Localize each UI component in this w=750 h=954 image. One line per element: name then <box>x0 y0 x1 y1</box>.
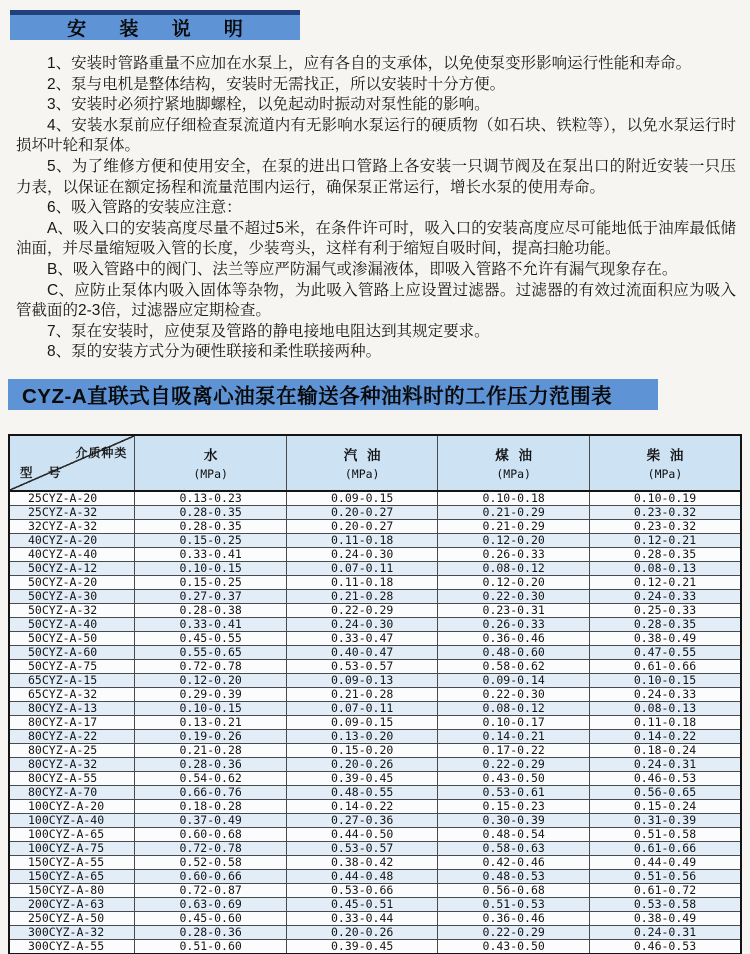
value-cell: 0.25-0.33 <box>589 603 741 617</box>
model-cell: 50CYZ-A-75 <box>9 659 135 673</box>
value-cell: 0.61-0.66 <box>589 659 741 673</box>
column-header <box>589 435 741 491</box>
media-type-label: 介质种类 <box>75 445 128 460</box>
model-cell: 300CYZ-A-55 <box>9 939 135 954</box>
model-cell: 40CYZ-A-20 <box>9 533 135 547</box>
value-cell: 0.24-0.30 <box>286 617 438 631</box>
model-cell: 150CYZ-A-55 <box>9 855 135 869</box>
value-cell: 0.48-0.55 <box>286 785 438 799</box>
value-cell: 0.26-0.33 <box>438 547 590 561</box>
column-header-unit: (MPa) <box>344 467 380 482</box>
value-cell: 0.44-0.49 <box>589 855 741 869</box>
value-cell: 0.23-0.32 <box>589 519 741 533</box>
value-cell: 0.36-0.46 <box>438 631 590 645</box>
column-header-unit: (MPa) <box>193 467 228 482</box>
value-cell: 0.45-0.60 <box>135 911 287 925</box>
value-cell: 0.28-0.38 <box>135 603 287 617</box>
table-row <box>9 687 741 701</box>
value-cell: 0.44-0.48 <box>286 869 438 883</box>
model-cell: 300CYZ-A-32 <box>9 925 135 939</box>
value-cell: 0.14-0.21 <box>438 729 590 743</box>
value-cell: 0.28-0.35 <box>589 547 741 561</box>
value-cell: 0.24-0.33 <box>589 589 741 603</box>
value-cell: 0.11-0.18 <box>286 575 438 589</box>
value-cell: 0.36-0.46 <box>438 911 590 925</box>
instruction-item: 2、泵与电机是整体结构，安装时无需找正，所以安装时十分方便。 <box>47 75 506 93</box>
table-row <box>9 673 741 687</box>
value-cell: 0.07-0.11 <box>286 701 438 715</box>
value-cell: 0.60-0.66 <box>135 869 287 883</box>
table-row <box>9 939 741 954</box>
value-cell: 0.20-0.27 <box>286 519 438 533</box>
value-cell: 0.18-0.24 <box>589 743 741 757</box>
value-cell: 0.63-0.69 <box>135 897 287 911</box>
model-cell: 50CYZ-A-60 <box>9 645 135 659</box>
instruction-item: 6、吸入管路的安装应注意： <box>47 199 242 217</box>
table-row <box>9 505 741 519</box>
model-cell: 80CYZ-A-55 <box>9 771 135 785</box>
value-cell: 0.51-0.60 <box>135 939 287 954</box>
value-cell: 0.24-0.33 <box>589 687 741 701</box>
value-cell: 0.43-0.50 <box>438 771 590 785</box>
value-cell: 0.53-0.66 <box>286 883 438 897</box>
value-cell: 0.21-0.29 <box>438 505 590 519</box>
value-cell: 0.61-0.66 <box>589 841 741 855</box>
table-row <box>9 589 741 603</box>
value-cell: 0.28-0.36 <box>135 757 287 771</box>
table-banner-title: CYZ-A直联式自吸离心油泵在输送各种油料时的工作压力范围表 <box>22 385 613 409</box>
value-cell: 0.48-0.60 <box>438 645 590 659</box>
value-cell: 0.08-0.13 <box>589 561 741 575</box>
value-cell: 0.48-0.54 <box>438 827 590 841</box>
instruction-item: B、吸入管路中的阀门、法兰等应严防漏气或渗漏液体，即吸入管路不允许有漏气现象存在。 <box>47 260 678 278</box>
table-row <box>9 631 741 645</box>
value-cell: 0.17-0.22 <box>438 743 590 757</box>
table-row <box>9 645 741 659</box>
pressure-table <box>8 434 742 954</box>
value-cell: 0.09-0.13 <box>286 673 438 687</box>
model-label: 型 号 <box>20 465 67 480</box>
table-row <box>9 897 741 911</box>
value-cell: 0.39-0.45 <box>286 939 438 954</box>
model-cell: 40CYZ-A-40 <box>9 547 135 561</box>
model-cell: 65CYZ-A-15 <box>9 673 135 687</box>
value-cell: 0.45-0.51 <box>286 897 438 911</box>
value-cell: 0.12-0.20 <box>135 673 287 687</box>
value-cell: 0.11-0.18 <box>589 715 741 729</box>
value-cell: 0.46-0.53 <box>589 939 741 954</box>
value-cell: 0.60-0.68 <box>135 827 287 841</box>
model-cell: 50CYZ-A-40 <box>9 617 135 631</box>
model-cell: 80CYZ-A-70 <box>9 785 135 799</box>
column-header-label: 煤 油 <box>495 448 536 464</box>
value-cell: 0.13-0.21 <box>135 715 287 729</box>
value-cell: 0.10-0.17 <box>438 715 590 729</box>
value-cell: 0.28-0.36 <box>135 925 287 939</box>
table-row <box>9 911 741 925</box>
model-cell: 250CYZ-A-50 <box>9 911 135 925</box>
column-header <box>438 435 590 491</box>
model-cell: 65CYZ-A-32 <box>9 687 135 701</box>
corner-cell <box>9 435 135 491</box>
model-cell: 80CYZ-A-22 <box>9 729 135 743</box>
model-cell: 25CYZ-A-20 <box>9 491 135 506</box>
value-cell: 0.12-0.20 <box>438 533 590 547</box>
value-cell: 0.09-0.15 <box>286 491 438 506</box>
table-row <box>9 491 741 506</box>
model-cell: 100CYZ-A-20 <box>9 799 135 813</box>
value-cell: 0.58-0.62 <box>438 659 590 673</box>
table-row <box>9 771 741 785</box>
table-row <box>9 547 741 561</box>
column-header-label: 柴 油 <box>646 448 687 464</box>
value-cell: 0.09-0.14 <box>438 673 590 687</box>
value-cell: 0.53-0.58 <box>589 897 741 911</box>
table-row <box>9 519 741 533</box>
model-cell: 50CYZ-A-50 <box>9 631 135 645</box>
model-cell: 50CYZ-A-12 <box>9 561 135 575</box>
value-cell: 0.45-0.55 <box>135 631 287 645</box>
value-cell: 0.38-0.49 <box>589 911 741 925</box>
table-row <box>9 617 741 631</box>
value-cell: 0.44-0.50 <box>286 827 438 841</box>
column-header-unit: (MPa) <box>496 467 531 482</box>
value-cell: 0.72-0.78 <box>135 659 287 673</box>
value-cell: 0.46-0.53 <box>589 771 741 785</box>
value-cell: 0.10-0.15 <box>135 561 287 575</box>
instruction-item: C、应防止泵体内吸入固体等杂物，为此吸入管路上应设置过滤器。过滤器的有效过流面积应为吸入管截面的2-3倍，过滤器应定期检查。 <box>16 281 736 320</box>
instruction-item: 7、泵在安装时，应使泵及管路的静电接地电阻达到其规定要求。 <box>47 322 490 340</box>
value-cell: 0.15-0.25 <box>135 533 287 547</box>
column-header-unit: (MPa) <box>647 467 683 482</box>
value-cell: 0.38-0.49 <box>589 631 741 645</box>
value-cell: 0.24-0.30 <box>286 547 438 561</box>
value-cell: 0.51-0.58 <box>589 827 741 841</box>
value-cell: 0.12-0.21 <box>589 533 741 547</box>
header-row <box>9 435 741 491</box>
value-cell: 0.27-0.36 <box>286 813 438 827</box>
value-cell: 0.24-0.31 <box>589 757 741 771</box>
model-cell: 80CYZ-A-13 <box>9 701 135 715</box>
value-cell: 0.26-0.33 <box>438 617 590 631</box>
value-cell: 0.43-0.50 <box>438 939 590 954</box>
value-cell: 0.42-0.46 <box>438 855 590 869</box>
model-cell: 100CYZ-A-65 <box>9 827 135 841</box>
value-cell: 0.10-0.18 <box>438 491 590 506</box>
model-cell: 100CYZ-A-40 <box>9 813 135 827</box>
pressure-table-body <box>9 491 741 954</box>
value-cell: 0.27-0.37 <box>135 589 287 603</box>
value-cell: 0.14-0.22 <box>286 799 438 813</box>
value-cell: 0.22-0.29 <box>286 603 438 617</box>
table-row <box>9 575 741 589</box>
table-row <box>9 729 741 743</box>
installation-instructions <box>16 54 736 363</box>
value-cell: 0.22-0.30 <box>438 589 590 603</box>
instruction-item: 3、安装时必须拧紧地脚螺栓，以免起动时振动对泵性能的影响。 <box>47 96 490 114</box>
value-cell: 0.12-0.20 <box>438 575 590 589</box>
value-cell: 0.28-0.35 <box>135 519 287 533</box>
table-row <box>9 869 741 883</box>
value-cell: 0.29-0.39 <box>135 687 287 701</box>
value-cell: 0.54-0.62 <box>135 771 287 785</box>
value-cell: 0.22-0.29 <box>438 925 590 939</box>
value-cell: 0.15-0.20 <box>286 743 438 757</box>
value-cell: 0.07-0.11 <box>286 561 438 575</box>
model-cell: 80CYZ-A-25 <box>9 743 135 757</box>
column-header-label: 汽 油 <box>343 448 384 464</box>
value-cell: 0.56-0.68 <box>438 883 590 897</box>
column-header-label: 水 <box>203 448 221 464</box>
column-header <box>286 435 438 491</box>
value-cell: 0.10-0.15 <box>589 673 741 687</box>
model-cell: 32CYZ-A-32 <box>9 519 135 533</box>
table-row <box>9 855 741 869</box>
instruction-item: 5、为了维修方便和使用安全，在泵的进出口管路上各安装一只调节阀及在泵出口的附近安装一只压力表，以保证在额定扬程和流量范围内运行，确保泵正常运行，增长水泵的使用寿命。 <box>16 157 736 196</box>
value-cell: 0.72-0.87 <box>135 883 287 897</box>
value-cell: 0.53-0.57 <box>286 841 438 855</box>
value-cell: 0.51-0.56 <box>589 869 741 883</box>
value-cell: 0.21-0.28 <box>286 687 438 701</box>
table-row <box>9 827 741 841</box>
value-cell: 0.53-0.61 <box>438 785 590 799</box>
model-cell: 80CYZ-A-17 <box>9 715 135 729</box>
table-row <box>9 785 741 799</box>
instruction-item: 4、安装水泵前应仔细检查泵流道内有无影响水泵运行的硬质物（如石块、铁粒等），以免水泵运行时损坏叶轮和泵体。 <box>16 116 736 155</box>
model-cell: 150CYZ-A-65 <box>9 869 135 883</box>
value-cell: 0.15-0.25 <box>135 575 287 589</box>
value-cell: 0.39-0.45 <box>286 771 438 785</box>
value-cell: 0.28-0.35 <box>135 505 287 519</box>
value-cell: 0.08-0.12 <box>438 701 590 715</box>
value-cell: 0.38-0.42 <box>286 855 438 869</box>
value-cell: 0.20-0.27 <box>286 505 438 519</box>
table-row <box>9 701 741 715</box>
value-cell: 0.58-0.63 <box>438 841 590 855</box>
value-cell: 0.22-0.29 <box>438 757 590 771</box>
value-cell: 0.24-0.31 <box>589 925 741 939</box>
value-cell: 0.40-0.47 <box>286 645 438 659</box>
value-cell: 0.33-0.41 <box>135 617 287 631</box>
instruction-item: 1、安装时管路重量不应加在水泵上，应有各自的支承体，以免使泵变形影响运行性能和寿命。 <box>47 55 692 72</box>
value-cell: 0.14-0.22 <box>589 729 741 743</box>
value-cell: 0.66-0.76 <box>135 785 287 799</box>
value-cell: 0.21-0.28 <box>135 743 287 757</box>
value-cell: 0.37-0.49 <box>135 813 287 827</box>
model-cell: 150CYZ-A-80 <box>9 883 135 897</box>
value-cell: 0.51-0.53 <box>438 897 590 911</box>
value-cell: 0.19-0.26 <box>135 729 287 743</box>
table-row <box>9 925 741 939</box>
value-cell: 0.53-0.57 <box>286 659 438 673</box>
value-cell: 0.10-0.15 <box>135 701 287 715</box>
table-row <box>9 561 741 575</box>
model-cell: 50CYZ-A-30 <box>9 589 135 603</box>
value-cell: 0.31-0.39 <box>589 813 741 827</box>
instruction-item: A、吸入口的安装高度尽量不超过5米，在条件许可时，吸入口的安装高度应尽可能地低于油库最低储油面，并尽量缩短吸入管的长度，少装弯头，这样有利于缩短自吸时间，提高扫舱功能。 <box>16 219 736 258</box>
value-cell: 0.56-0.65 <box>589 785 741 799</box>
table-row <box>9 841 741 855</box>
table-row <box>9 813 741 827</box>
model-cell: 100CYZ-A-75 <box>9 841 135 855</box>
pressure-table-header <box>9 435 741 491</box>
value-cell: 0.23-0.31 <box>438 603 590 617</box>
value-cell: 0.33-0.44 <box>286 911 438 925</box>
value-cell: 0.13-0.23 <box>135 491 287 506</box>
value-cell: 0.33-0.41 <box>135 547 287 561</box>
table-row <box>9 715 741 729</box>
section-title-bar <box>10 10 300 40</box>
value-cell: 0.48-0.53 <box>438 869 590 883</box>
table-row <box>9 743 741 757</box>
model-cell: 200CYZ-A-63 <box>9 897 135 911</box>
value-cell: 0.08-0.12 <box>438 561 590 575</box>
value-cell: 0.28-0.35 <box>589 617 741 631</box>
instruction-item: 8、泵的安装方式分为硬性联接和柔性联接两种。 <box>47 343 382 361</box>
value-cell: 0.11-0.18 <box>286 533 438 547</box>
value-cell: 0.20-0.26 <box>286 757 438 771</box>
value-cell: 0.52-0.58 <box>135 855 287 869</box>
value-cell: 0.22-0.30 <box>438 687 590 701</box>
value-cell: 0.10-0.19 <box>589 491 741 506</box>
model-cell: 80CYZ-A-32 <box>9 757 135 771</box>
value-cell: 0.18-0.28 <box>135 799 287 813</box>
column-header <box>135 435 287 491</box>
table-row <box>9 603 741 617</box>
model-cell: 50CYZ-A-32 <box>9 603 135 617</box>
table-row <box>9 757 741 771</box>
value-cell: 0.21-0.28 <box>286 589 438 603</box>
table-row <box>9 533 741 547</box>
value-cell: 0.33-0.47 <box>286 631 438 645</box>
model-cell: 50CYZ-A-20 <box>9 575 135 589</box>
value-cell: 0.15-0.24 <box>589 799 741 813</box>
value-cell: 0.55-0.65 <box>135 645 287 659</box>
value-cell: 0.15-0.23 <box>438 799 590 813</box>
section-title: 安 装 说 明 <box>67 19 257 40</box>
table-row <box>9 659 741 673</box>
value-cell: 0.23-0.32 <box>589 505 741 519</box>
value-cell: 0.09-0.15 <box>286 715 438 729</box>
value-cell: 0.08-0.13 <box>589 701 741 715</box>
value-cell: 0.13-0.20 <box>286 729 438 743</box>
table-banner <box>8 379 658 410</box>
value-cell: 0.21-0.29 <box>438 519 590 533</box>
value-cell: 0.12-0.21 <box>589 575 741 589</box>
value-cell: 0.30-0.39 <box>438 813 590 827</box>
value-cell: 0.61-0.72 <box>589 883 741 897</box>
model-cell: 25CYZ-A-32 <box>9 505 135 519</box>
value-cell: 0.47-0.55 <box>589 645 741 659</box>
table-row <box>9 883 741 897</box>
value-cell: 0.20-0.26 <box>286 925 438 939</box>
value-cell: 0.72-0.78 <box>135 841 287 855</box>
table-row <box>9 799 741 813</box>
